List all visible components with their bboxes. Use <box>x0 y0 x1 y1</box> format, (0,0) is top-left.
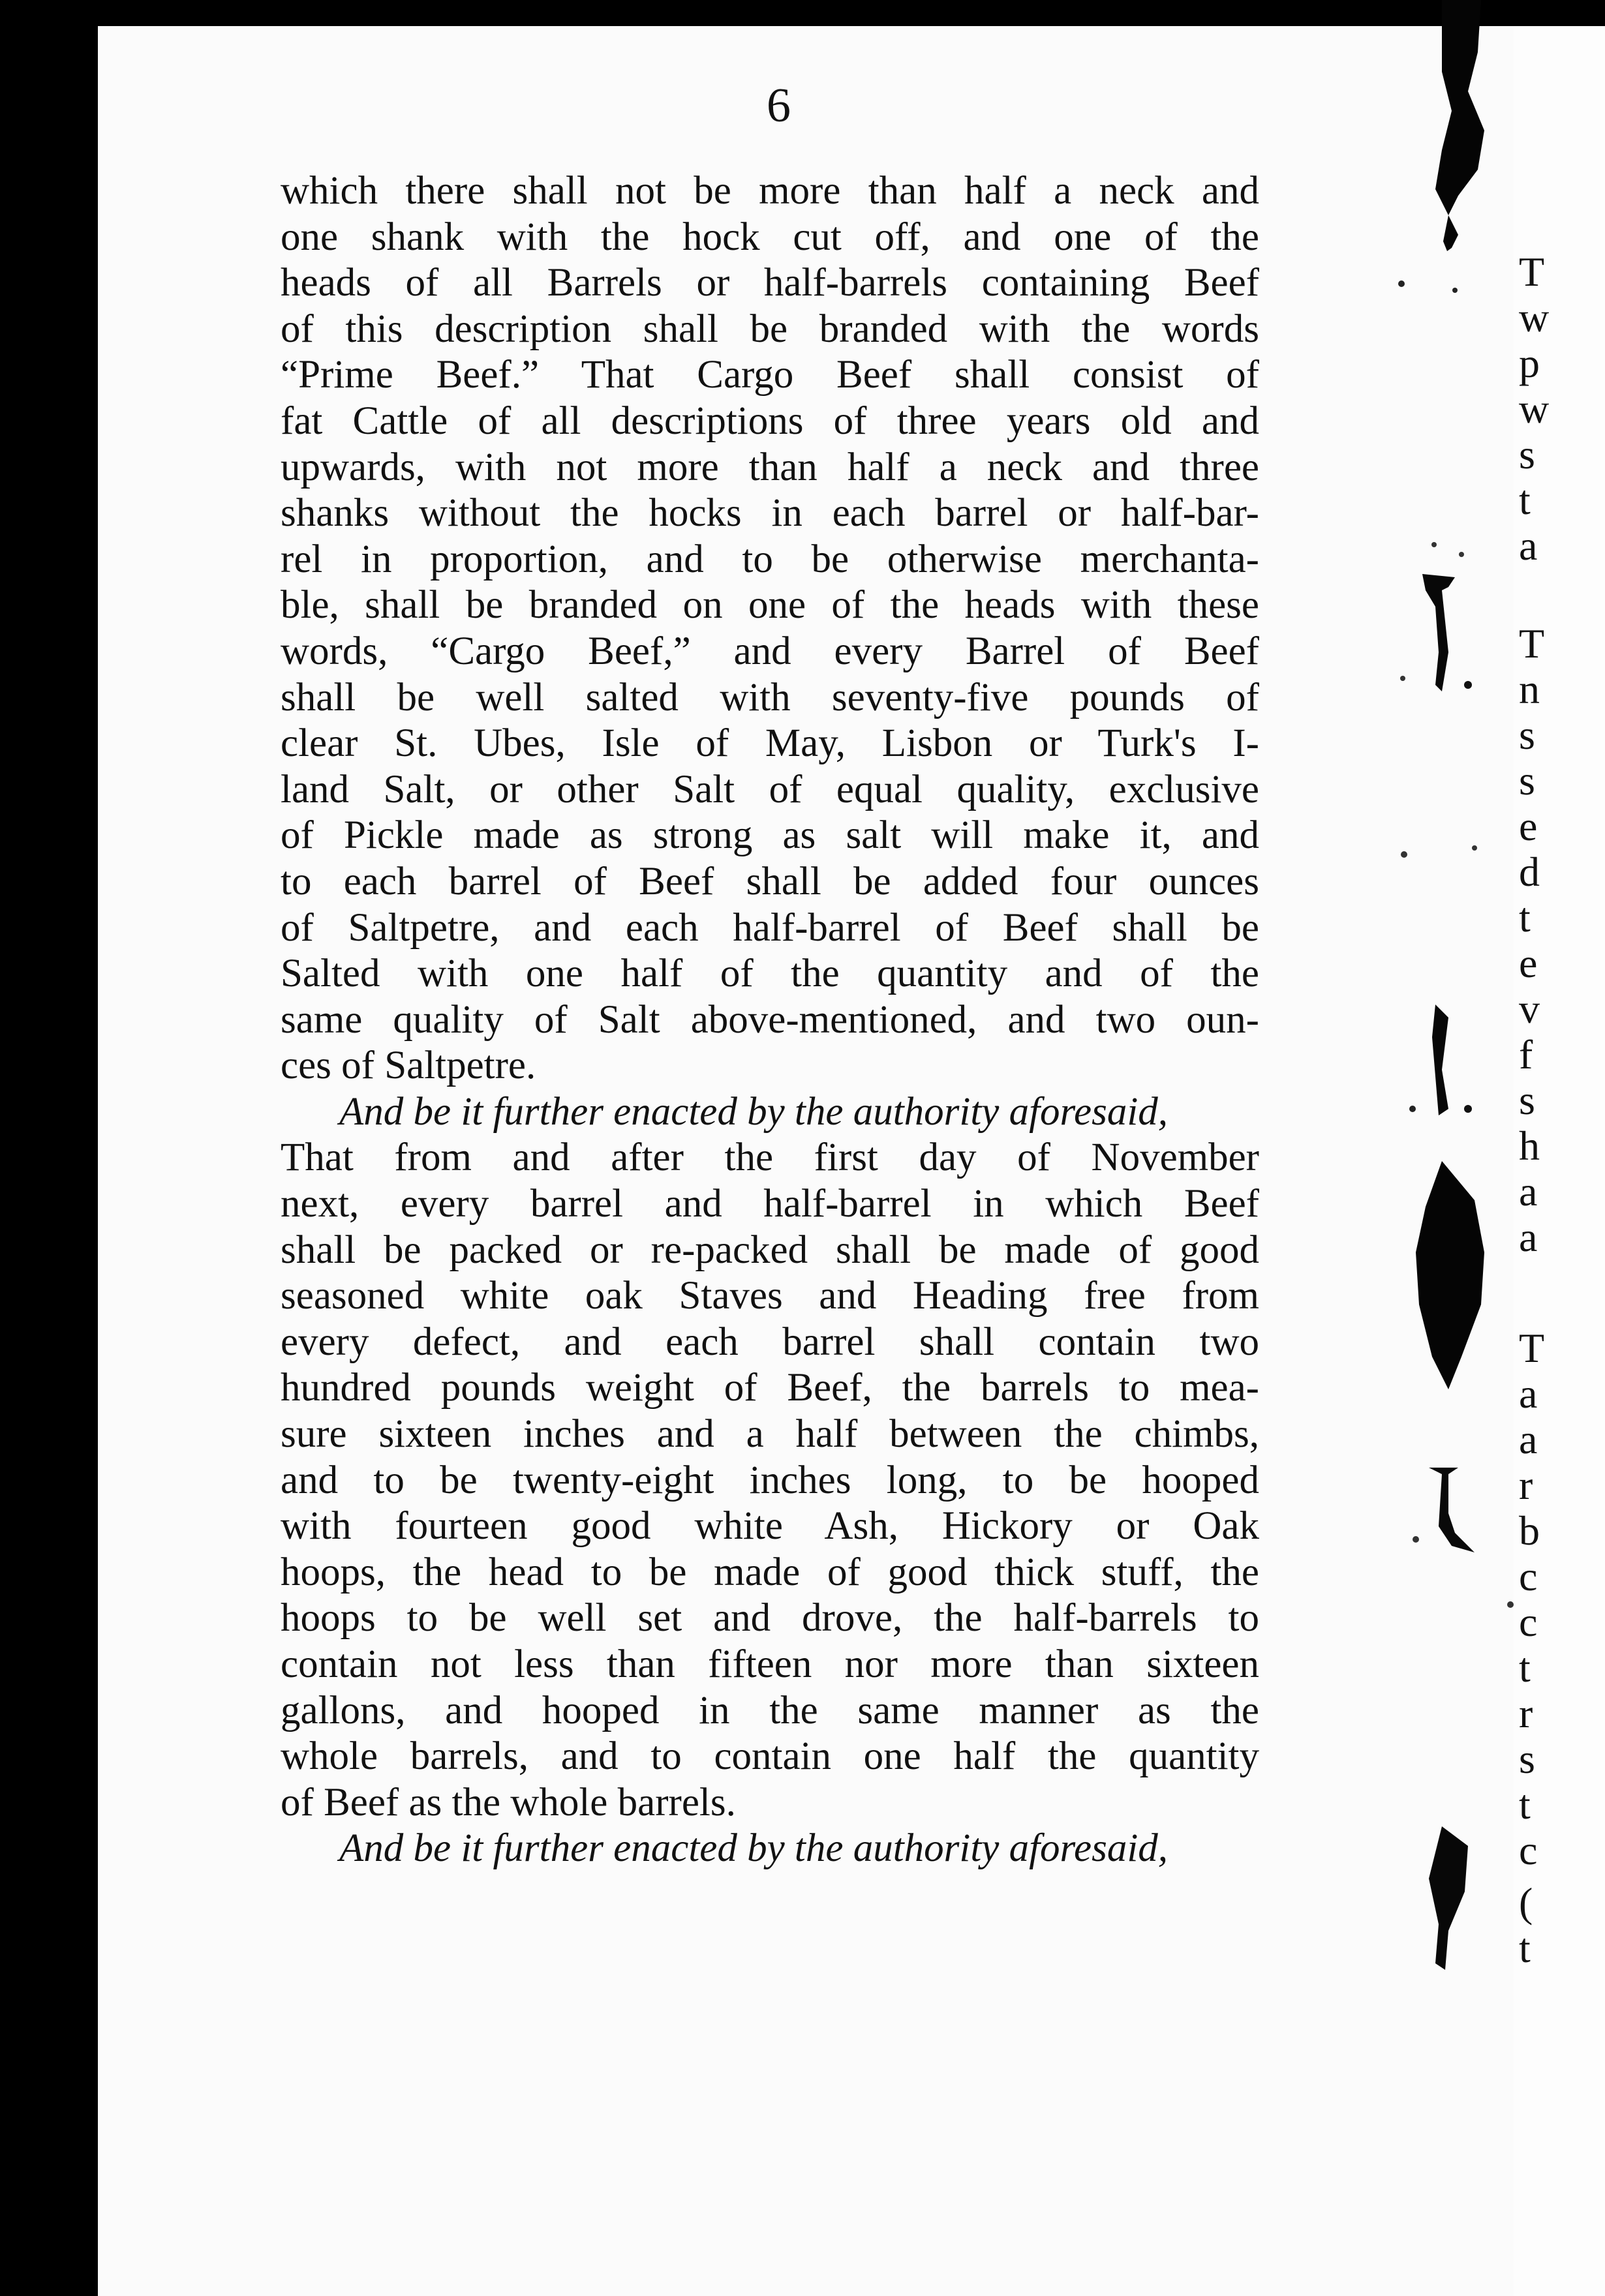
text-line: words, “Cargo Beef,” and every Barrel of Beef <box>281 629 1259 673</box>
facing-page-letter: e <box>1519 803 1538 849</box>
text-line: heads of all Barrels or half-barrels containing Beef <box>281 261 1259 305</box>
text-line: every defect, and each barrel shall contain two <box>281 1320 1259 1364</box>
text-line: sure sixteen inches and a half between the chimbs, <box>281 1412 1259 1457</box>
text-line: land Salt, or other Salt of equal quality, exclusive <box>281 767 1259 811</box>
facing-page-letter: c <box>1519 1599 1538 1645</box>
text-line: ble, shall be branded on one of the heads with these <box>281 583 1259 627</box>
facing-page-letter: a <box>1519 1370 1538 1417</box>
facing-page-letter: v <box>1519 986 1540 1032</box>
text-line: which there shall not be more than half a neck and <box>281 169 1259 213</box>
facing-page-letter: s <box>1519 757 1535 804</box>
facing-page-letter: a <box>1519 1168 1538 1215</box>
facing-page-letter: p <box>1519 340 1540 386</box>
text-line: whole barrels, and to contain one half the quantity <box>281 1734 1259 1779</box>
facing-page-letter: h <box>1519 1123 1540 1169</box>
text-line: and to be twenty-eight inches long, to be hooped <box>281 1458 1259 1502</box>
facing-page-letter: ( <box>1519 1879 1533 1926</box>
text-line: same quality of Salt above-mentioned, and two oun- <box>281 997 1259 1042</box>
page-number: 6 <box>767 79 791 132</box>
facing-page-letter: w <box>1519 385 1550 432</box>
facing-page-letter: d <box>1519 849 1540 895</box>
text-line: shall be well salted with seventy-five pounds of <box>281 675 1259 719</box>
text-line: clear St. Ubes, Isle of May, Lisbon or Turk's I- <box>281 721 1259 766</box>
binding-shadow-graphic <box>1344 0 1514 2296</box>
facing-page-letter: r <box>1519 1462 1533 1508</box>
facing-page-letter: w <box>1519 294 1550 340</box>
text-line: Salted with one half of the quantity and of the <box>281 952 1259 996</box>
facing-page-letter: e <box>1519 940 1538 986</box>
text-line: of Saltpetre, and each half-barrel of Beef shall be <box>281 905 1259 950</box>
facing-page-letter: a <box>1519 1416 1538 1462</box>
facing-page-letter: f <box>1519 1031 1533 1078</box>
facing-page-letter: n <box>1519 666 1540 712</box>
text-line: ces of Saltpetre. <box>281 1044 536 1088</box>
text-line: contain not less than fifteen nor more than sixteen <box>281 1642 1259 1686</box>
text-line: of Beef as the whole barrels. <box>281 1780 736 1824</box>
facing-page-edge <box>1514 26 1605 2296</box>
text-line: hoops, the head to be made of good thick stuff, the <box>281 1550 1259 1594</box>
facing-page-letter: T <box>1519 620 1545 667</box>
facing-page-letter: r <box>1519 1690 1533 1736</box>
text-line: That from and after the first day of November <box>281 1136 1259 1180</box>
text-line: shanks without the hocks in each barrel or half-bar- <box>281 491 1259 536</box>
text-line: upwards, with not more than half a neck and three <box>281 445 1259 489</box>
facing-page-letter: s <box>1519 431 1535 477</box>
facing-page-letter: t <box>1519 894 1531 941</box>
text-line: of Pickle made as strong as salt will make it, and <box>281 813 1259 858</box>
body-text <box>281 168 1259 1872</box>
facing-page-letter: t <box>1519 1925 1531 1971</box>
facing-page-letter: a <box>1519 522 1538 569</box>
text-line: with fourteen good white Ash, Hickory or Oak <box>281 1504 1259 1548</box>
scan-left-border <box>0 0 98 2296</box>
facing-page-letter: t <box>1519 1781 1531 1828</box>
text-line: shall be packed or re-packed shall be made of good <box>281 1228 1259 1272</box>
text-line: gallons, and hooped in the same manner as the <box>281 1688 1259 1732</box>
facing-page-letter: c <box>1519 1553 1538 1599</box>
text-line: fat Cattle of all descriptions of three years old and <box>281 399 1259 443</box>
facing-page-letter: s <box>1519 1077 1535 1123</box>
text-line: next, every barrel and half-barrel in which Beef <box>281 1182 1259 1226</box>
enacting-clause: And be it further enacted by the authority aforesaid, <box>339 1826 1169 1871</box>
text-line: one shank with the hock cut off, and one of the <box>281 215 1259 259</box>
facing-page-letter: s <box>1519 712 1535 758</box>
text-line: to each barrel of Beef shall be added four ounces <box>281 859 1259 903</box>
facing-page-letter: b <box>1519 1507 1540 1554</box>
facing-page-letter: c <box>1519 1827 1538 1873</box>
binding-gutter <box>1344 0 1514 2296</box>
text-line: seasoned white oak Staves and Heading free from <box>281 1274 1259 1318</box>
text-line: of this description shall be branded with the words <box>281 307 1259 351</box>
facing-page-letter: s <box>1519 1736 1535 1782</box>
facing-page-letter: t <box>1519 1644 1531 1691</box>
text-line: rel in proportion, and to be otherwise merchanta- <box>281 537 1259 581</box>
text-line: hundred pounds weight of Beef, the barrels to mea- <box>281 1366 1259 1410</box>
text-line: “Prime Beef.” That Cargo Beef shall consist of <box>281 353 1259 397</box>
facing-page-letter: T <box>1519 1325 1545 1371</box>
text-line: hoops to be well set and drove, the half-barrels to <box>281 1596 1259 1640</box>
facing-page-letter: T <box>1519 249 1545 295</box>
enacting-clause: And be it further enacted by the authority aforesaid, <box>339 1089 1169 1134</box>
facing-page-letter: t <box>1519 477 1531 523</box>
facing-page-letter: a <box>1519 1214 1538 1260</box>
